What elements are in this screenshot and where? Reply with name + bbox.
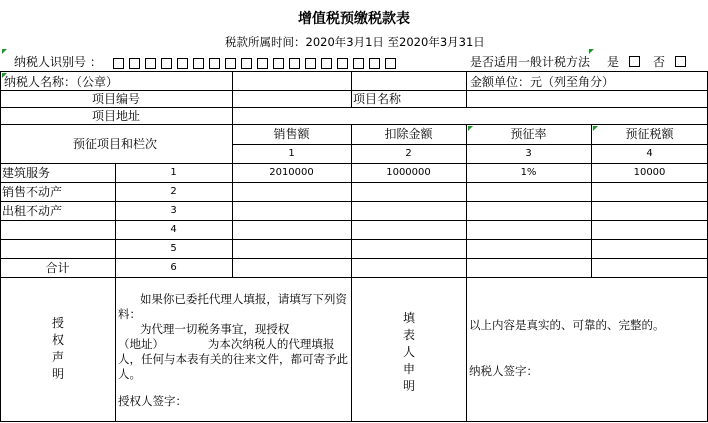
- row-label: 出租不动产: [2, 204, 63, 218]
- comment-marker-icon: [2, 49, 7, 54]
- yes-checkbox[interactable]: [629, 56, 640, 67]
- cell-sales[interactable]: 2010000: [269, 167, 314, 178]
- form-title: 增值税预缴税款表: [298, 11, 410, 27]
- col-number: 4: [646, 148, 653, 159]
- prepay-items-label: 预征项目和栏次: [73, 137, 158, 151]
- taxpayer-id-digit-box[interactable]: [161, 58, 172, 69]
- cell-rate[interactable]: 1%: [520, 167, 537, 178]
- taxpayer-id-digit-box[interactable]: [241, 58, 252, 69]
- row-number: 6: [170, 262, 177, 273]
- row-number: 4: [170, 224, 177, 235]
- general-method-label: 是否适用一般计税方法: [470, 55, 591, 69]
- taxpayer-id-digit-box[interactable]: [257, 58, 268, 69]
- amount-unit: 金额单位：元（列至角分）: [470, 75, 615, 89]
- taxpayer-id-digit-box[interactable]: [305, 58, 316, 69]
- comment-marker-icon: [589, 49, 594, 54]
- authorization-sign[interactable]: 授权人签字：: [118, 394, 187, 408]
- row-label: 销售不动产: [2, 185, 63, 199]
- col-rate-header: 预征率: [510, 127, 547, 141]
- taxpayer-id-digit-box[interactable]: [177, 58, 188, 69]
- filler-title: 填表人申明: [402, 311, 415, 393]
- taxpayer-id-digit-box[interactable]: [289, 58, 300, 69]
- authorization-text: 如果你已委托代理人填报，请填写下列资料： 为代理一切税务事宜，现授权 （地址） 为本次纳税人的代理填报人，任何与本表有关的往来文件，都可寄予此人。: [118, 292, 348, 381]
- col-number: 2: [405, 148, 412, 159]
- col-number: 1: [288, 148, 295, 159]
- row-number: 1: [170, 167, 177, 178]
- taxpayer-id-digit-box[interactable]: [321, 58, 332, 69]
- row-number: 5: [170, 243, 177, 254]
- yes-label: 是: [607, 55, 620, 69]
- row-label: 合计: [45, 261, 70, 275]
- project-name-label: 项目名称: [353, 92, 402, 106]
- taxpayer-id-digit-box[interactable]: [129, 58, 140, 69]
- taxpayer-sign[interactable]: 纳税人签字：: [469, 364, 538, 378]
- taxpayer-id-digit-box[interactable]: [369, 58, 380, 69]
- col-deduction-header: 扣除金额: [384, 127, 433, 141]
- cell-tax[interactable]: 10000: [633, 167, 666, 178]
- tax-period: 税款所属时间：2020年3月1日 至2020年3月31日: [225, 35, 485, 49]
- taxpayer-id-boxes[interactable]: [113, 55, 401, 71]
- project-addr-label: 项目地址: [92, 109, 141, 123]
- taxpayer-id-digit-box[interactable]: [113, 58, 124, 69]
- taxpayer-id-digit-box[interactable]: [273, 58, 284, 69]
- col-sales-header: 销售额: [273, 127, 310, 141]
- row-label: 建筑服务: [2, 166, 51, 180]
- taxpayer-id-label: 纳税人识别号 ：: [14, 55, 102, 69]
- yes-option[interactable]: [607, 56, 645, 68]
- cell-deduction[interactable]: 1000000: [386, 167, 431, 178]
- taxpayer-id-digit-box[interactable]: [193, 58, 204, 69]
- col-number: 3: [525, 148, 532, 159]
- taxpayer-id-digit-box[interactable]: [145, 58, 156, 69]
- project-no-label: 项目编号: [92, 92, 141, 106]
- col-tax-header: 预征税额: [625, 127, 674, 141]
- no-option[interactable]: [653, 56, 691, 68]
- no-checkbox[interactable]: [675, 56, 686, 67]
- authorization-title: 授权声明: [51, 316, 64, 381]
- taxpayer-name-label: 纳税人名称：（公章）: [4, 75, 119, 89]
- taxpayer-id-digit-box[interactable]: [225, 58, 236, 69]
- taxpayer-id-digit-box[interactable]: [385, 58, 396, 69]
- taxpayer-id-digit-box[interactable]: [337, 58, 348, 69]
- row-number: 3: [170, 205, 177, 216]
- row-number: 2: [170, 186, 177, 197]
- taxpayer-id-digit-box[interactable]: [209, 58, 220, 69]
- filler-statement: 以上内容是真实的、可靠的、完整的。: [469, 318, 665, 332]
- no-label: 否: [653, 55, 666, 69]
- taxpayer-id-digit-box[interactable]: [353, 58, 364, 69]
